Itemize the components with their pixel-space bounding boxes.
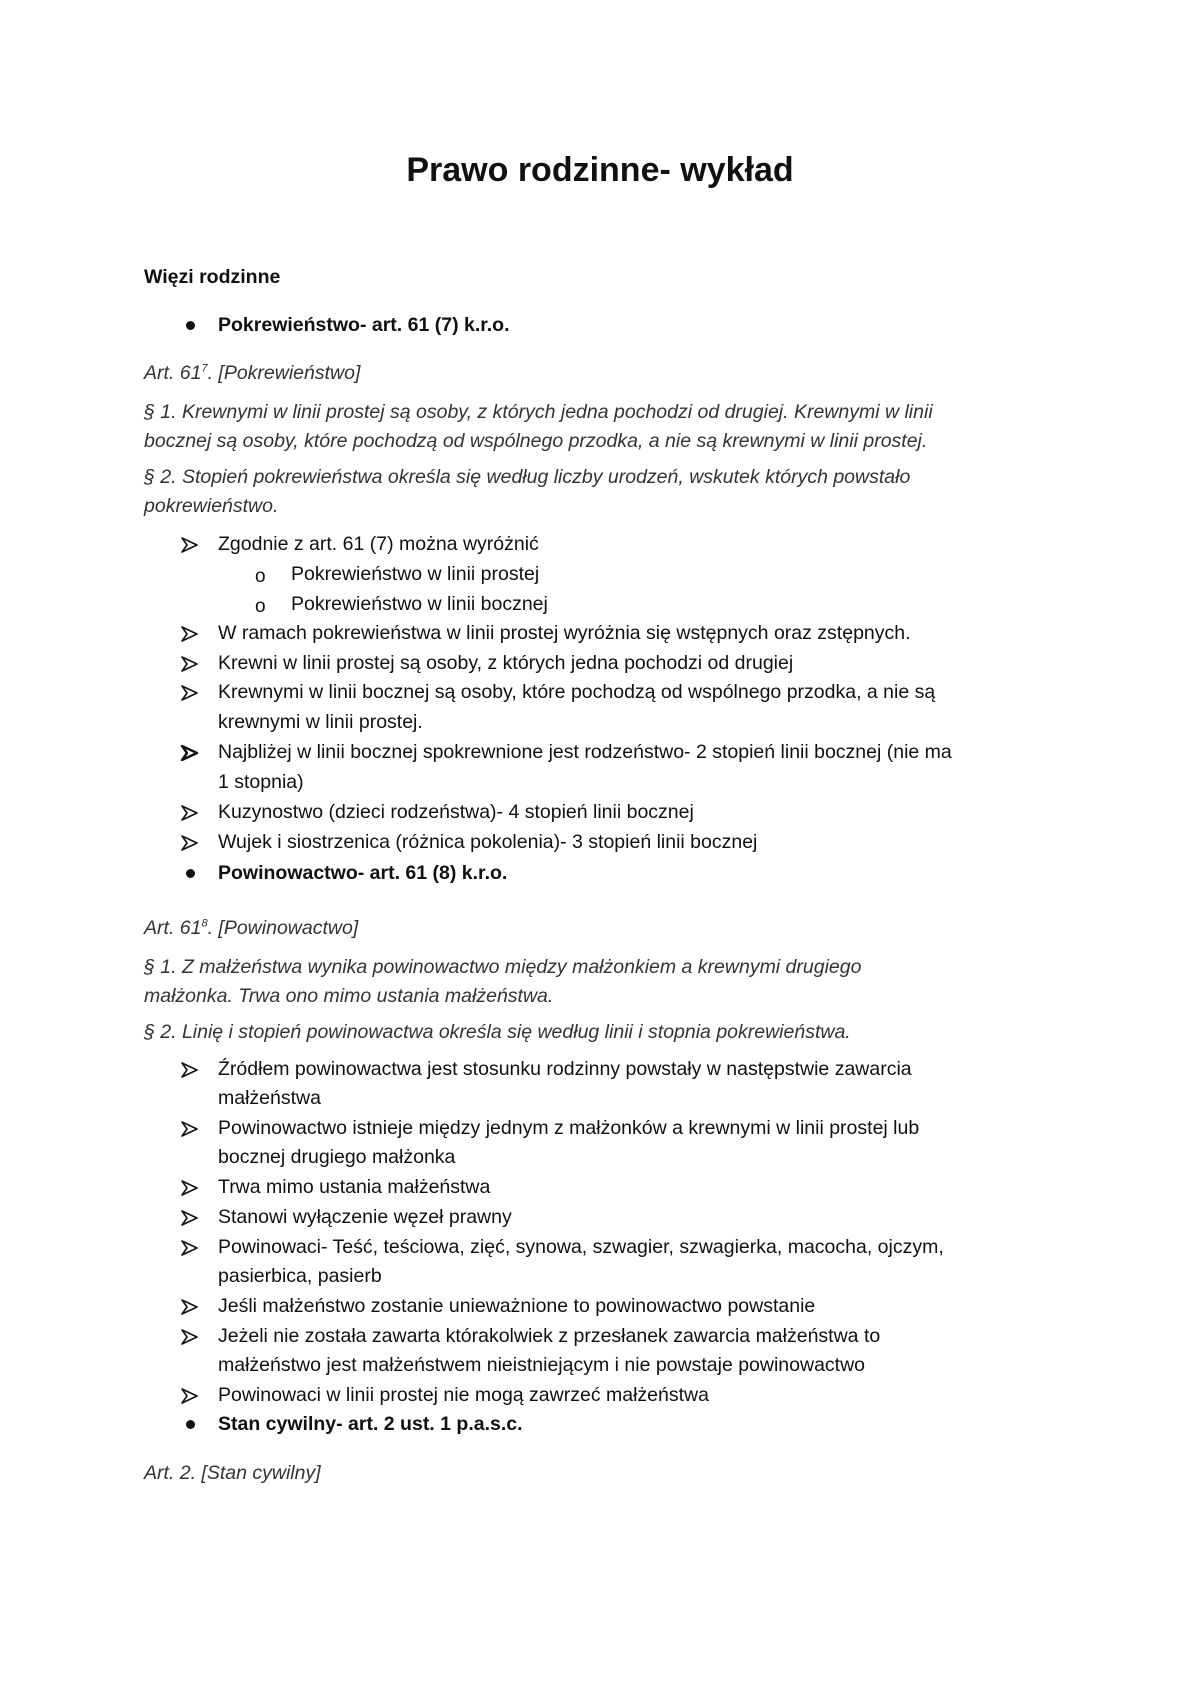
- arrow-bullet-icon: [180, 1388, 199, 1404]
- list-item-continued: krewnymi w linii prostej.: [218, 711, 423, 733]
- page-title: Prawo rodzinne- wykład: [406, 151, 794, 189]
- bullet-pokrewienstwo: Pokrewieństwo- art. 61 (7) k.r.o.: [218, 314, 510, 336]
- article-61-7-para2-line1: § 2. Stopień pokrewieństwa określa się według liczby urodzeń, wskutek których powstało: [144, 466, 911, 488]
- article-61-8-header: Art. $61^8$. [Powinowactwo]: [144, 917, 359, 939]
- list-item-continued: małżeństwo jest małżeństwem nieistniejącym i nie powstaje powinowactwo: [218, 1354, 866, 1376]
- article-61-7-para1-line2: bocznej są osoby, które pochodzą od wspólnego przodka, a nie są krewnymi w linii prostej.: [144, 430, 928, 452]
- list-item: Zgodnie z art. 61 (7) można wyróżnić: [218, 533, 539, 555]
- circle-bullet-icon: o: [255, 596, 266, 617]
- list-item: Kuzynostwo (dzieci rodzeństwa)- 4 stopień linii bocznej: [218, 801, 694, 823]
- article-61-7-header: Art. $61^7$. [Pokrewieństwo]: [144, 362, 361, 384]
- list-item: Powinowaci w linii prostej nie mogą zawrzeć małżeństwa: [218, 1384, 709, 1406]
- sub-list-item: Pokrewieństwo w linii bocznej: [291, 593, 548, 615]
- list-item-continued: pasierbica, pasierb: [218, 1265, 382, 1287]
- list-item-continued: 1 stopnia): [218, 771, 304, 793]
- list-item: Powinowaci- Teść, teściowa, zięć, synowa, szwagier, szwagierka, macocha, ojczym,: [218, 1236, 944, 1258]
- arrow-bullet-icon: [180, 745, 199, 761]
- article-2-header: Art. 2. [Stan cywilny]: [144, 1462, 321, 1484]
- bullet-dot-icon: [186, 869, 195, 878]
- list-item: Jeżeli nie została zawarta którakolwiek z przesłanek zawarcia małżeństwa to: [218, 1325, 881, 1347]
- list-item: Jeśli małżeństwo zostanie unieważnione to powinowactwo powstanie: [218, 1295, 816, 1317]
- bullet-dot-icon: [186, 321, 195, 330]
- arrow-bullet-icon: [180, 626, 199, 642]
- list-item-continued: bocznej drugiego małżonka: [218, 1146, 456, 1168]
- list-item: Wujek i siostrzenica (różnica pokolenia)- 3 stopień linii bocznej: [218, 831, 758, 853]
- list-item-continued: małżeństwa: [218, 1087, 321, 1109]
- arrow-bullet-icon: [180, 1210, 199, 1226]
- arrow-bullet-icon: [180, 1240, 199, 1256]
- section-heading: Więzi rodzinne: [144, 266, 281, 288]
- article-61-8-para1-line1: § 1. Z małżeństwa wynika powinowactwo między małżonkiem a krewnymi drugiego: [144, 956, 862, 978]
- arrow-bullet-icon: [180, 537, 199, 553]
- arrow-bullet-icon: [180, 1062, 199, 1078]
- article-61-7-para1-line1: § 1. Krewnymi w linii prostej są osoby, z których jedna pochodzi od drugiej. Krewnymi w linii: [144, 401, 933, 423]
- arrow-bullet-icon: [180, 685, 199, 701]
- bullet-dot-icon: [186, 1420, 195, 1429]
- circle-bullet-icon: o: [255, 566, 266, 587]
- arrow-bullet-icon: [180, 1329, 199, 1345]
- list-item: Stanowi wyłączenie węzeł prawny: [218, 1206, 512, 1228]
- article-61-7-para2-line2: pokrewieństwo.: [144, 495, 279, 517]
- list-item: Najbliżej w linii bocznej spokrewnione jest rodzeństwo- 2 stopień linii bocznej (nie ma: [218, 741, 952, 763]
- list-item: Krewnymi w linii bocznej są osoby, które pochodzą od wspólnego przodka, a nie są: [218, 681, 936, 703]
- arrow-bullet-icon: [180, 1180, 199, 1196]
- sub-list-item: Pokrewieństwo w linii prostej: [291, 563, 540, 585]
- arrow-bullet-icon: [180, 805, 199, 821]
- arrow-bullet-icon: [180, 1121, 199, 1137]
- article-61-8-para1-line2: małżonka. Trwa ono mimo ustania małżeństwa.: [144, 985, 554, 1007]
- article-61-8-para2: § 2. Linię i stopień powinowactwa określa się według linii i stopnia pokrewieństwa.: [144, 1021, 851, 1043]
- bullet-powinowactwo: Powinowactwo- art. 61 (8) k.r.o.: [218, 862, 508, 884]
- list-item: Powinowactwo istnieje między jednym z małżonków a krewnymi w linii prostej lub: [218, 1117, 920, 1139]
- list-item: W ramach pokrewieństwa w linii prostej wyróżnia się wstępnych oraz zstępnych.: [218, 622, 911, 644]
- arrow-bullet-icon: [180, 835, 199, 851]
- arrow-bullet-icon: [180, 1299, 199, 1315]
- bullet-stan-cywilny: Stan cywilny- art. 2 ust. 1 p.a.s.c.: [218, 1413, 523, 1435]
- arrow-bullet-icon: [180, 656, 199, 672]
- list-item: Krewni w linii prostej są osoby, z których jedna pochodzi od drugiej: [218, 652, 794, 674]
- list-item: Trwa mimo ustania małżeństwa: [218, 1176, 491, 1198]
- list-item: Źródłem powinowactwa jest stosunku rodzinny powstały w następstwie zawarcia: [218, 1058, 912, 1080]
